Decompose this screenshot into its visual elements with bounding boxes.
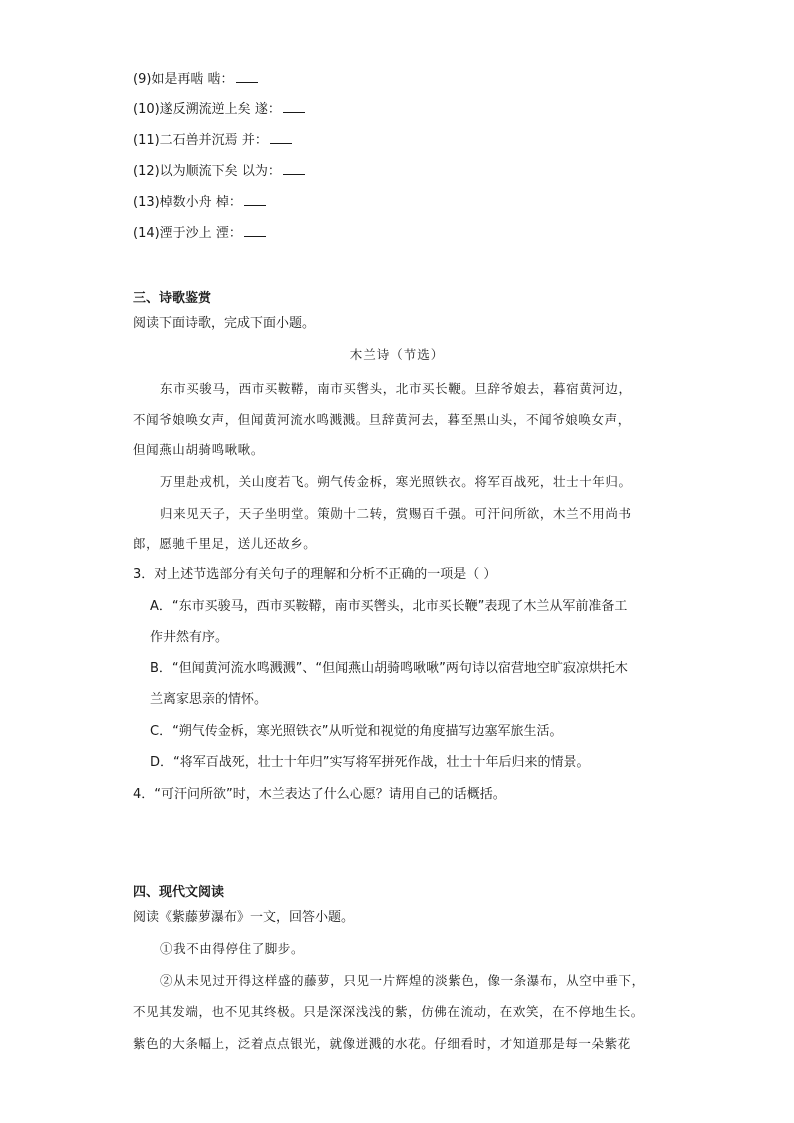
answer-blank	[283, 100, 305, 113]
reading-paragraph: ①我不由得停住了脚步。	[160, 941, 305, 956]
reading-paragraph: 紫色的大条幅上，泛着点点银光，就像迸溅的水花。仔细看时，才知道那是每一朵紫花	[133, 1036, 631, 1051]
section-heading: 四、现代文阅读	[133, 885, 225, 900]
question-option: D．“将军百战死，壮士十年归”实写将军拼死作战，壮士十年后归来的情景。	[150, 755, 590, 770]
section-instruction: 阅读下面诗歌，完成下面小题。	[133, 316, 316, 331]
question-stem: 3．对上述节选部分有关句子的理解和分析不正确的一项是（ ）	[133, 567, 497, 582]
question-stem: 4．“可汗问所欲”时，木兰表达了什么心愿？请用自己的话概括。	[133, 787, 506, 802]
answer-blank	[244, 224, 266, 237]
section-instruction: 阅读《紫藤萝瀑布》一文，回答小题。	[133, 910, 355, 925]
question-option: 兰离家思亲的情怀。	[150, 692, 268, 707]
reading-paragraph: ②从未见过开得这样盛的藤萝，只见一片辉煌的淡紫色，像一条瀑布，从空中垂下，	[160, 973, 645, 988]
poem-line: 郎，愿驰千里足，送儿还故乡。	[133, 536, 317, 551]
answer-blank	[244, 193, 266, 206]
vocab-item: (11)二石兽并沉焉 并：	[133, 131, 292, 150]
question-option: B．“但闻黄河流水鸣溅溅”、“但闻燕山胡骑鸣啾啾”两句诗以宿营地空旷寂凉烘托木	[150, 661, 628, 676]
vocab-item: (12)以为顺流下矣 以为：	[133, 162, 305, 181]
question-option: 作井然有序。	[150, 630, 229, 645]
poem-line: 万里赴戎机，关山度若飞。朔气传金柝，寒光照铁衣。将军百战死，壮士十年归。	[160, 474, 632, 489]
vocab-item: (10)遂反溯流逆上矣 遂：	[133, 100, 305, 119]
poem-line: 归来见天子，天子坐明堂。策勋十二转，赏赐百千强。可汗问所欲，木兰不用尚书	[160, 506, 632, 521]
poem-title: 木兰诗（节选）	[349, 347, 445, 362]
poem-line: 不闻爷娘唤女声，但闻黄河流水鸣溅溅。旦辞黄河去，暮至黑山头，不闻爷娘唤女声，	[133, 412, 631, 427]
section-heading: 三、诗歌鉴赏	[133, 291, 212, 306]
answer-blank	[270, 131, 292, 144]
poem-line: 东市买骏马，西市买鞍鞯，南市买辔头，北市买长鞭。旦辞爷娘去，暮宿黄河边，	[160, 381, 632, 396]
vocab-item: (14)湮于沙上 湮：	[133, 224, 266, 243]
question-option: C．“朔气传金柝，寒光照铁衣”从听觉和视觉的角度描写边塞军旅生活。	[150, 724, 563, 739]
vocab-item: (9)如是再啮 啮：	[133, 70, 258, 89]
reading-paragraph: 不见其发端，也不见其终极。只是深深浅浅的紫，仿佛在流动，在欢笑，在不停地生长。	[133, 1004, 644, 1019]
question-option: A．“东市买骏马，西市买鞍鞯，南市买辔头，北市买长鞭”表现了木兰从军前准备工	[150, 599, 628, 614]
answer-blank	[283, 162, 305, 175]
vocab-item: (13)棹数小舟 棹：	[133, 193, 266, 212]
answer-blank	[236, 70, 258, 83]
poem-line: 但闻燕山胡骑鸣啾啾。	[133, 442, 265, 457]
